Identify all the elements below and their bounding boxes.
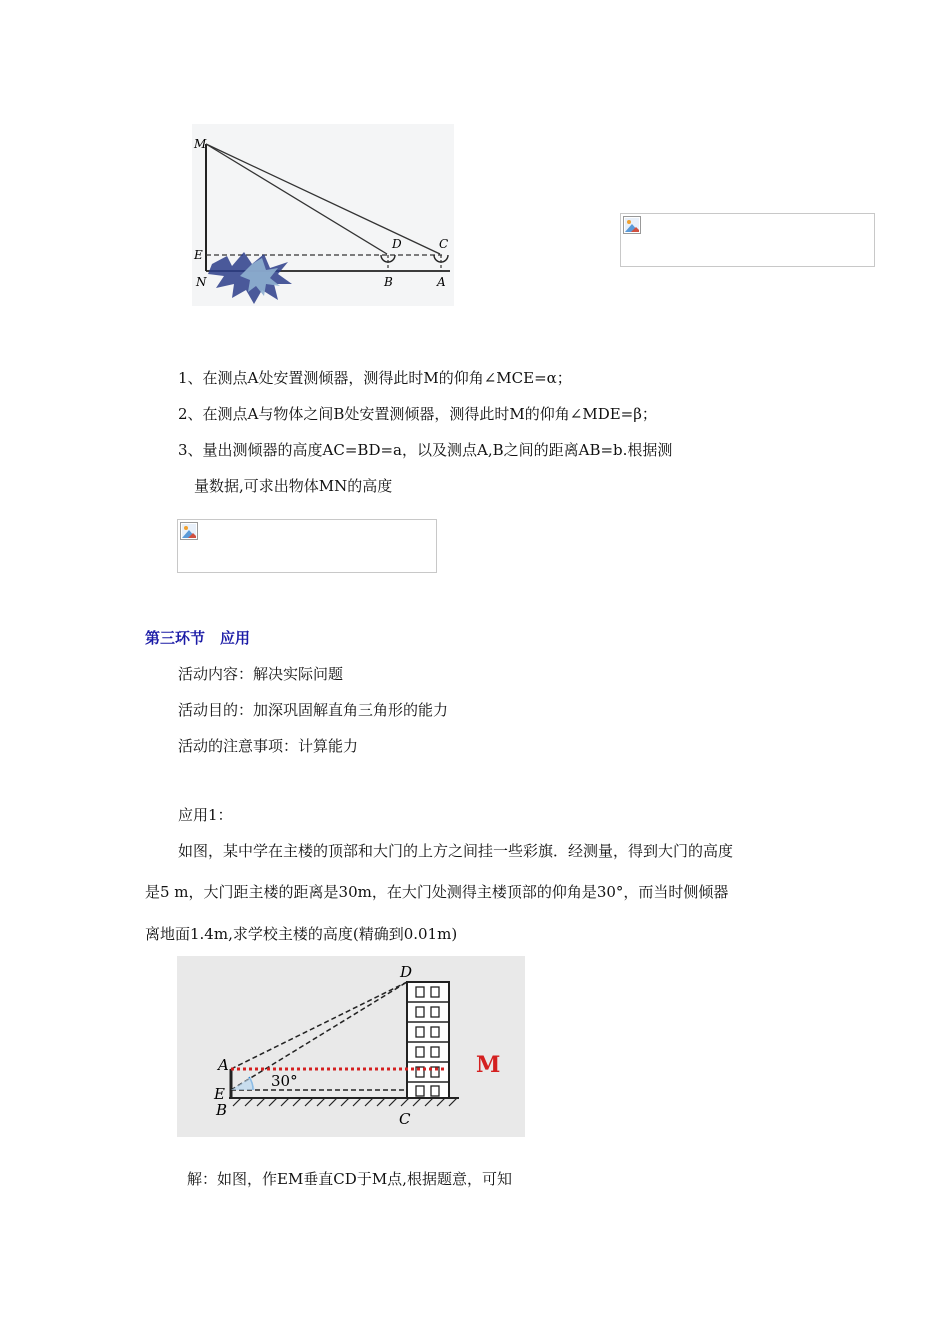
label-a: A	[218, 1056, 229, 1074]
solution-text: 解：如图，作EM垂直CD于M点,根据题意，可知	[187, 1170, 512, 1188]
label-m: M	[194, 137, 207, 151]
application-label: 应用1：	[178, 806, 233, 824]
problem-line-3: 离地面1.4m,求学校主楼的高度(精确到0.01m)	[145, 925, 458, 943]
angle-label: 30°	[271, 1072, 298, 1090]
label-d: D	[392, 237, 402, 251]
label-n: N	[196, 275, 207, 289]
activity-notes-text: 活动的注意事项：计算能力	[178, 737, 359, 755]
missing-image-placeholder	[620, 213, 875, 267]
section-heading: 第三环节 应用	[145, 629, 251, 647]
label-d: D	[400, 963, 413, 981]
figure-measurement-diagram	[192, 124, 454, 306]
label-e: E	[194, 248, 203, 262]
missing-formula-image-placeholder	[177, 519, 437, 573]
step-3-text: 3、量出测倾器的高度AC=BD=a，以及测点A,B之间的距离AB=b.根据测	[178, 441, 673, 459]
label-a: A	[437, 275, 446, 289]
label-m: M	[476, 1052, 501, 1078]
label-c: C	[399, 1110, 411, 1128]
activity-purpose-text: 活动目的：加深巩固解直角三角形的能力	[178, 701, 449, 719]
broken-image-icon	[623, 216, 641, 234]
label-b: B	[384, 275, 393, 289]
step-3-continuation-text: 量数据,可求出物体MN的高度	[194, 477, 393, 495]
activity-content-text: 活动内容：解决实际问题	[178, 665, 344, 683]
broken-image-icon	[180, 522, 198, 540]
problem-line-2: 是5 m，大门距主楼的距离是30m，在大门处测得主楼顶部的仰角是30°，而当时侧倾器	[145, 883, 729, 901]
label-b: B	[216, 1101, 228, 1119]
figure-building-diagram	[177, 956, 525, 1137]
problem-line-1: 如图，某中学在主楼的顶部和大门的上方之间挂一些彩旗．经测量，得到大门的高度	[178, 842, 734, 860]
step-1-text: 1、在测点A处安置测倾器，测得此时M的仰角∠MCE=α；	[178, 369, 572, 387]
label-e: E	[214, 1085, 225, 1103]
label-c: C	[439, 237, 449, 251]
step-2-text: 2、在测点A与物体之间B处安置测倾器，测得此时M的仰角∠MDE=β；	[178, 405, 657, 423]
